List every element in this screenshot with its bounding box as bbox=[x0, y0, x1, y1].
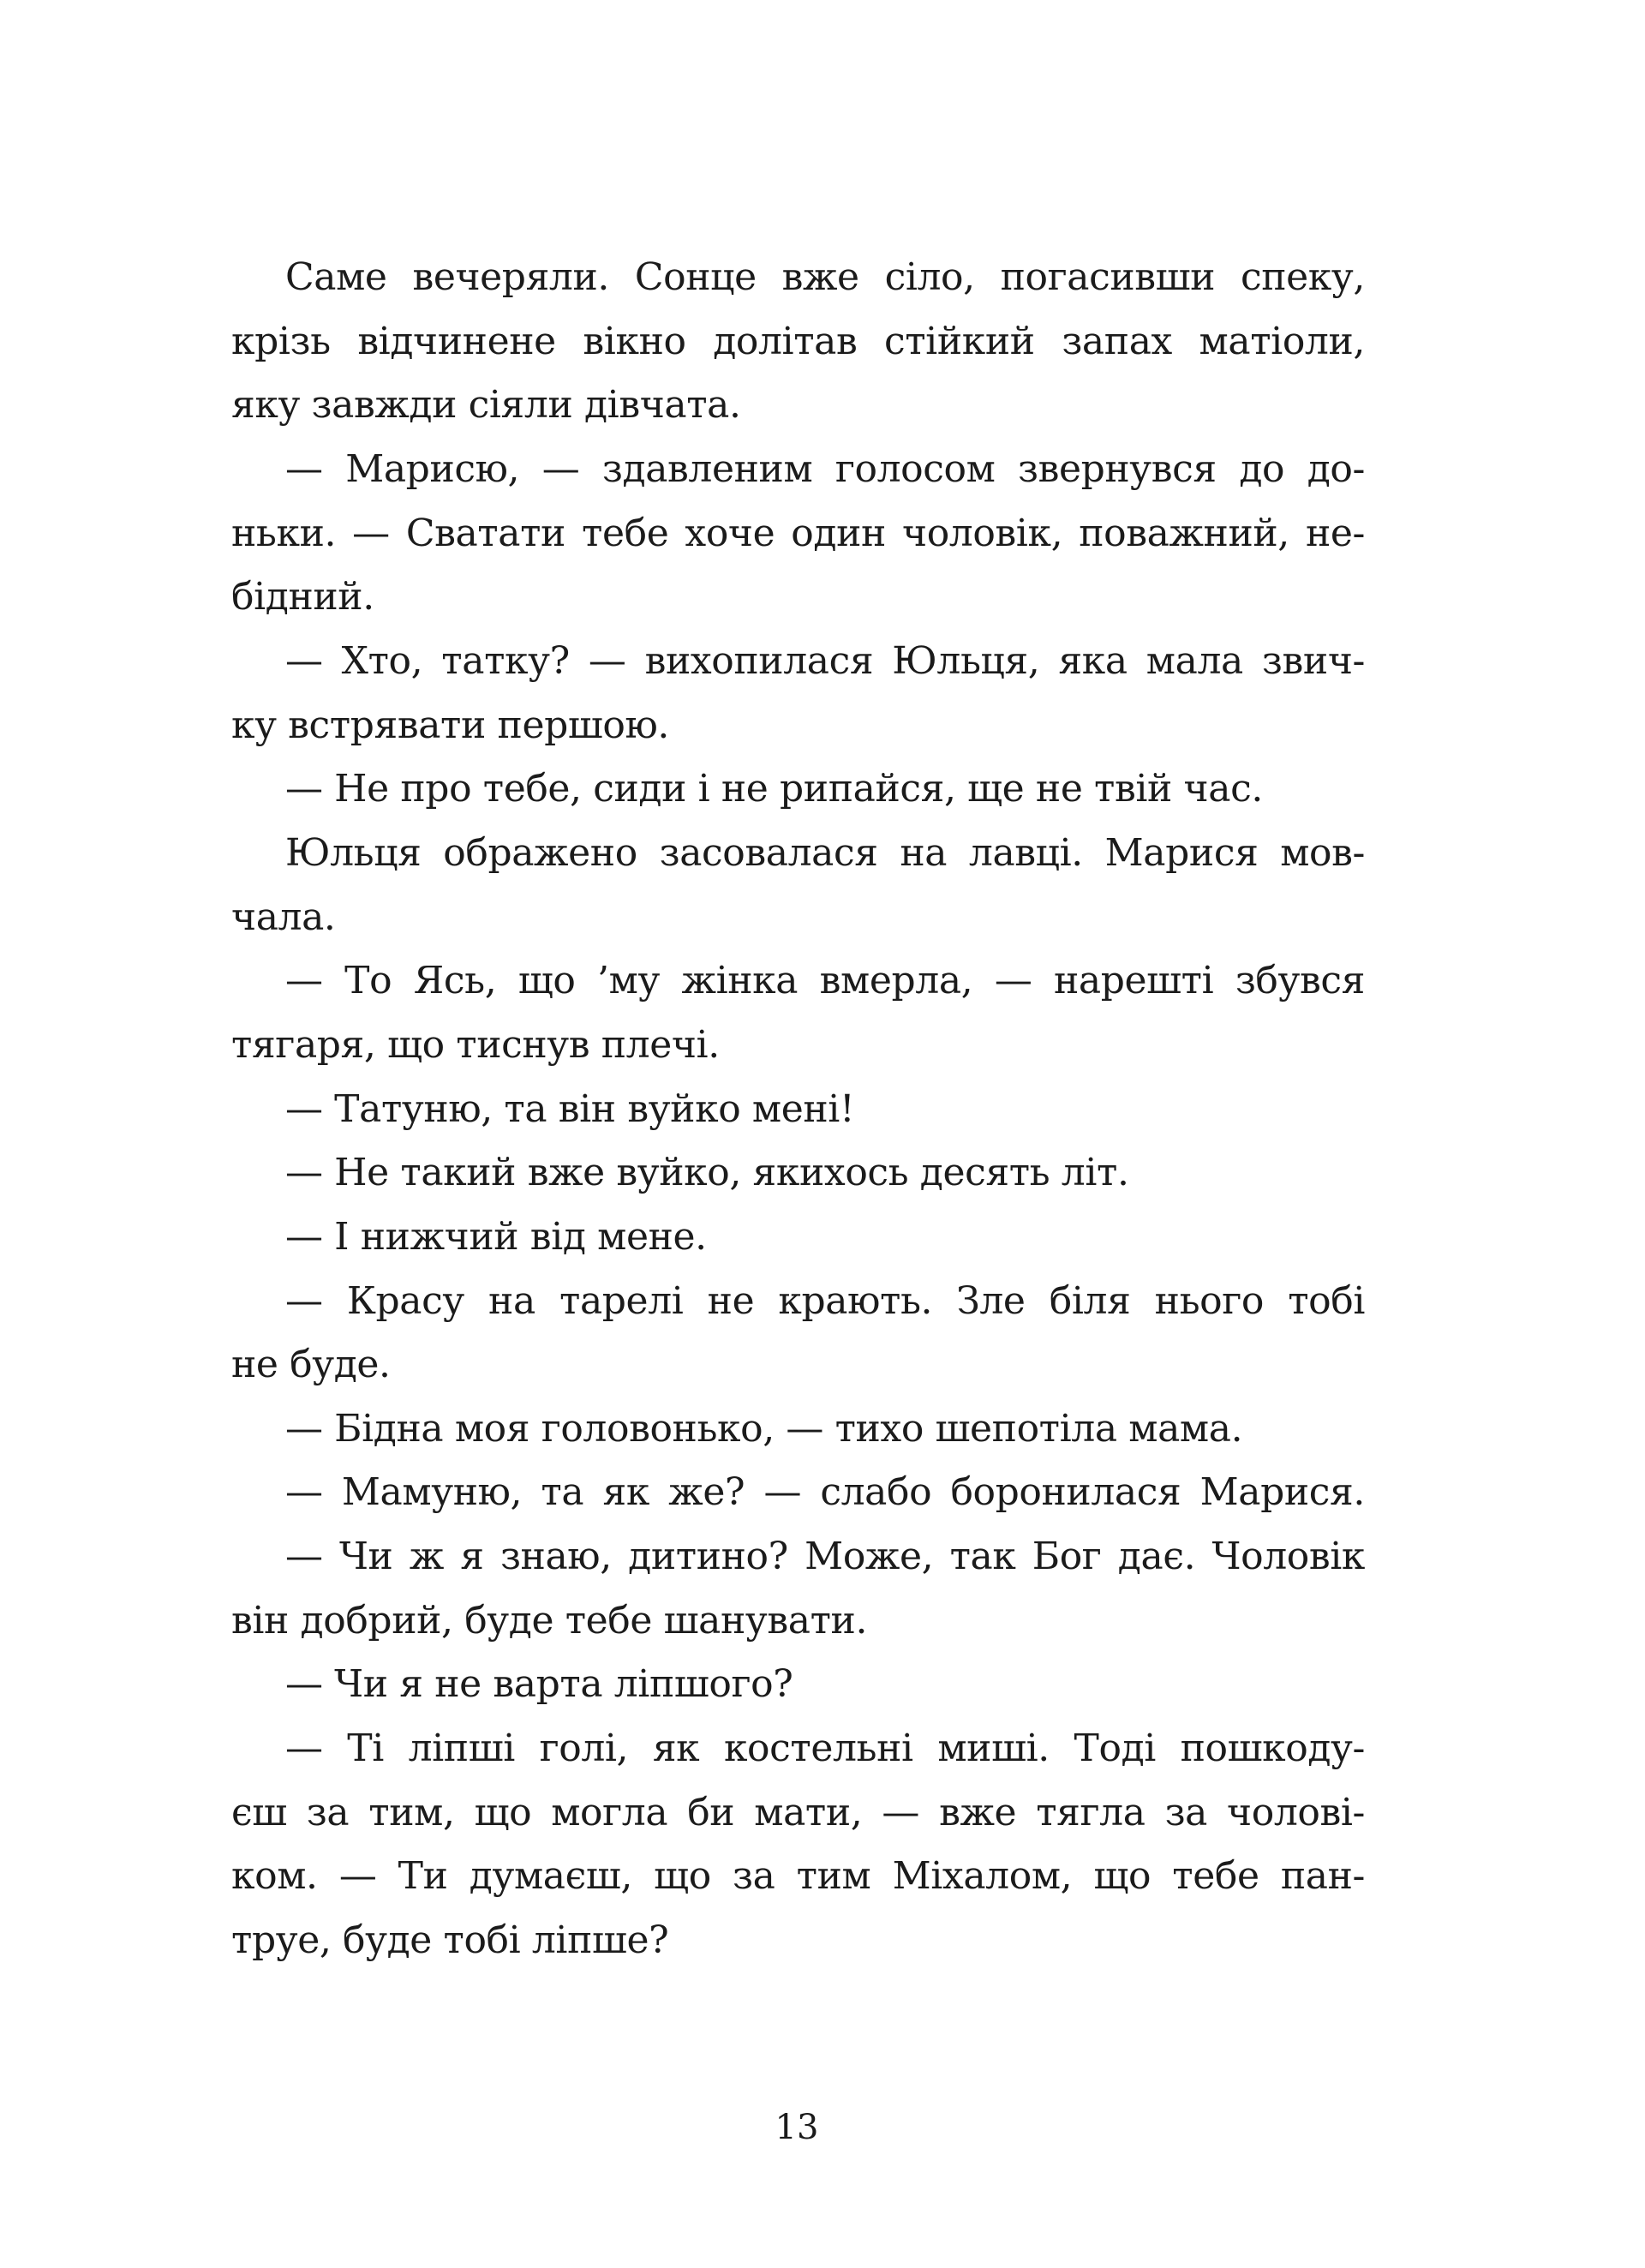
text-line: — Не про тебе, сиди і не рипайся, ще не твій час. bbox=[285, 767, 1263, 811]
page-number: 13 bbox=[775, 2108, 819, 2147]
text-line: — Не такий вже вуйко, якихось десять літ. bbox=[285, 1151, 1129, 1195]
text-line: крізь відчинене вікно долітав стійкий запах матіоли, bbox=[231, 319, 1365, 363]
text-line: ком. — Ти думаєш, що за тим Міхалом, що тебе пан- bbox=[231, 1854, 1365, 1899]
text-line: Юльця ображено засовалася на лавці. Марися мов- bbox=[285, 830, 1365, 875]
text-line: він добрий, буде тебе шанувати. bbox=[231, 1598, 868, 1643]
text-line: бідний. bbox=[231, 575, 374, 619]
text-line: — Марисю, — здавленим голосом звернувся до до- bbox=[285, 446, 1365, 491]
text-line: єш за тим, що могла би мати, — вже тягла за чолові- bbox=[231, 1790, 1365, 1834]
body-text bbox=[231, 246, 1365, 1973]
text-line: ньки. — Сватати тебе хоче один чоловік, поважний, не- bbox=[231, 511, 1365, 555]
text-line: чала. bbox=[231, 895, 336, 939]
text-line: — Ті ліпші голі, як костельні миші. Тоді пошкоду- bbox=[285, 1726, 1365, 1771]
text-line: не буде. bbox=[231, 1343, 391, 1387]
text-line: тягаря, що тиснув плечі. bbox=[231, 1022, 720, 1067]
text-line: — І нижчий від мене. bbox=[285, 1214, 707, 1259]
text-line: яку завжди сіяли дівчата. bbox=[231, 383, 741, 428]
text-line: — Бідна моя головонько, — тихо шепотіла мама. bbox=[285, 1406, 1243, 1451]
text-line: — То Ясь, що ’му жінка вмерла, — нарешті збувся bbox=[285, 959, 1365, 1003]
text-line: — Хто, татку? — вихопилася Юльця, яка мала звич- bbox=[285, 638, 1365, 683]
text-line: — Чи ж я знаю, дитино? Може, так Бог дає. Чоловік bbox=[285, 1535, 1365, 1579]
text-line: ку встрявати першою. bbox=[231, 703, 669, 747]
text-line: труе, буде тобі ліпше? bbox=[231, 1918, 669, 1963]
text-line: — Мамуню, та як же? — слабо боронилася Марися. bbox=[285, 1470, 1365, 1515]
text-line: — Чи я не варта ліпшого? bbox=[285, 1662, 793, 1707]
text-line: — Красу на тарелі не крають. Зле біля нього тобі bbox=[285, 1278, 1365, 1323]
text-line: — Татуню, та він вуйко мені! bbox=[285, 1086, 855, 1131]
text-line: Саме вечеряли. Сонце вже сіло, погасивши спеку, bbox=[285, 255, 1365, 299]
